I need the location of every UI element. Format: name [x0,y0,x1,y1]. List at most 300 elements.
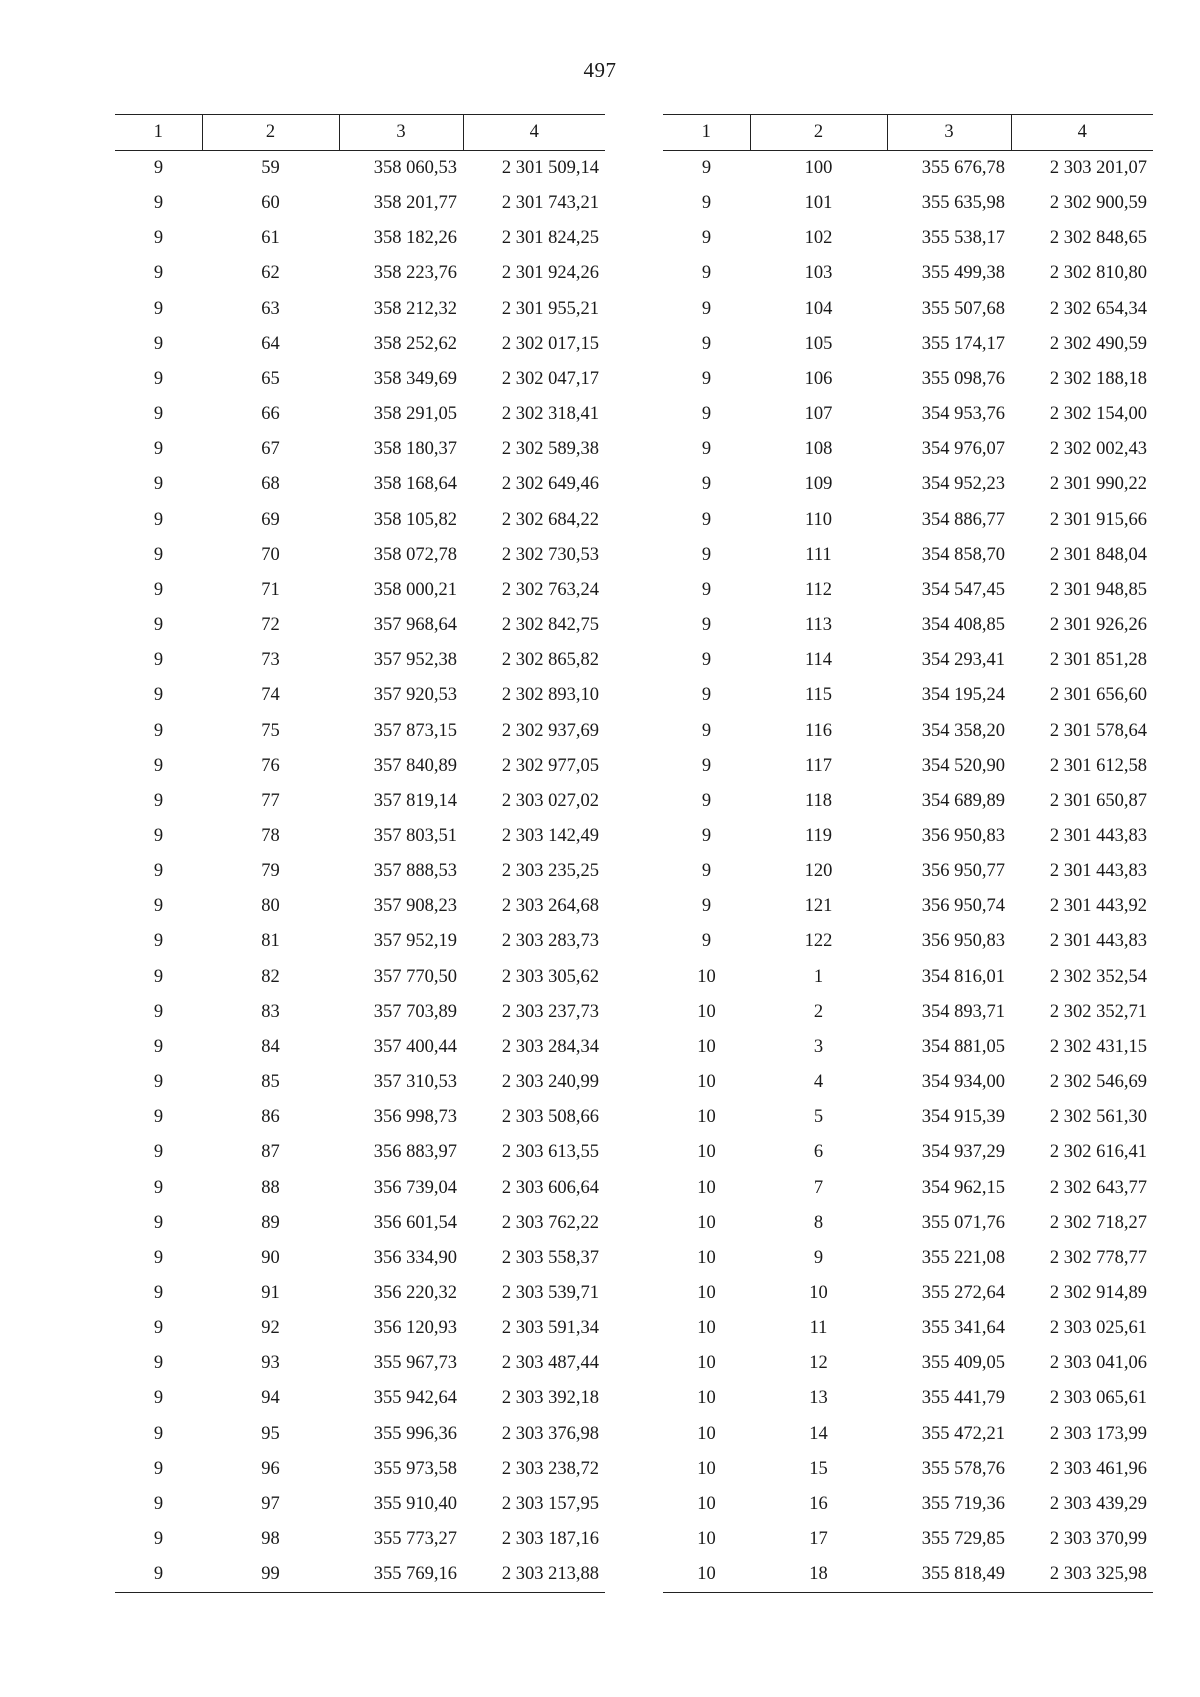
cell-y-coordinate: 2 302 900,59 [1049,193,1147,214]
coordinates-table-left [115,114,605,1593]
column-header-1: 1 [115,115,202,151]
cell-point-number: 100 [804,158,833,178]
coordinates-table-right [663,114,1153,1593]
cell-x-coordinate: 355 538,17 [921,228,1005,249]
cell-point-number: 96 [261,1458,280,1479]
cell-x-coordinate: 357 803,51 [373,825,457,846]
table-row [115,186,605,221]
cell-x-coordinate: 355 272,64 [921,1283,1005,1303]
cell-point-number: 112 [804,579,833,600]
cell-point-number: 64 [261,333,280,354]
cell-point-number: 94 [261,1388,280,1409]
table-row [663,1522,1153,1557]
cell-section: 9 [701,861,712,882]
cell-section: 9 [153,1493,164,1514]
cell-section: 9 [153,615,164,636]
table-row [663,362,1153,397]
cell-point-number: 14 [809,1423,828,1444]
cell-y-coordinate: 2 302 047,17 [501,368,599,389]
cell-point-number: 68 [261,474,280,495]
cell-y-coordinate: 2 302 718,27 [1049,1212,1147,1233]
cell-section: 9 [153,931,164,952]
cell-section: 9 [153,1036,164,1057]
cell-x-coordinate: 356 120,93 [373,1318,457,1339]
cell-point-number: 81 [261,931,280,952]
cell-x-coordinate: 354 689,89 [921,790,1005,811]
cell-x-coordinate: 355 578,76 [921,1458,1005,1479]
cell-y-coordinate: 2 302 352,54 [1049,966,1147,987]
table-row [115,1557,605,1593]
cell-y-coordinate: 2 301 443,92 [1049,896,1147,917]
cell-section: 9 [701,439,712,460]
cell-point-number: 102 [804,228,833,249]
cell-point-number: 12 [809,1353,828,1374]
cell-point-number: 109 [804,474,833,495]
table-row [115,1276,605,1311]
page-number: 497 [583,58,617,82]
table-row [663,538,1153,573]
cell-x-coordinate: 354 547,45 [921,579,1005,600]
cell-section: 9 [153,544,164,565]
cell-x-coordinate: 354 934,00 [921,1072,1005,1093]
cell-x-coordinate: 355 472,21 [921,1423,1005,1444]
table-row [663,1241,1153,1276]
cell-section: 9 [153,579,164,600]
cell-section: 9 [701,193,712,214]
table-row [663,221,1153,256]
cell-point-number: 88 [261,1177,280,1198]
cell-y-coordinate: 2 302 763,24 [501,579,599,600]
table-row [663,854,1153,889]
cell-y-coordinate: 2 303 237,73 [501,1001,599,1022]
cell-y-coordinate: 2 302 490,59 [1049,333,1147,354]
cell-section: 9 [701,615,712,636]
cell-point-number: 89 [261,1212,280,1233]
table-row [115,608,605,643]
cell-y-coordinate: 2 302 684,22 [501,509,599,530]
table-row [115,960,605,995]
table-header [663,115,1153,151]
cell-point-number: 82 [261,966,280,987]
table-body [115,151,605,1593]
cell-x-coordinate: 357 888,53 [373,861,457,882]
cell-point-number: 65 [261,368,280,389]
cell-y-coordinate: 2 302 848,65 [1049,228,1147,249]
cell-y-coordinate: 2 303 508,66 [501,1107,599,1128]
cell-section: 9 [701,755,712,776]
cell-y-coordinate: 2 303 142,49 [501,825,599,846]
cell-section: 9 [153,1107,164,1128]
cell-point-number: 4 [813,1072,824,1093]
cell-y-coordinate: 2 302 318,41 [501,404,599,425]
cell-section: 9 [153,650,164,671]
cell-point-number: 111 [805,544,832,565]
cell-section: 9 [153,474,164,495]
cell-point-number: 11 [809,1318,828,1339]
table-header [115,115,605,151]
cell-x-coordinate: 357 952,38 [373,650,457,671]
column-header-3: 3 [339,115,463,151]
cell-x-coordinate: 356 950,77 [921,861,1005,882]
table-row [115,1381,605,1416]
cell-y-coordinate: 2 303 065,61 [1049,1388,1147,1409]
cell-section: 9 [153,1353,164,1374]
table-row [663,256,1153,291]
cell-section: 9 [153,193,164,214]
cell-y-coordinate: 2 301 578,64 [1049,720,1147,741]
cell-x-coordinate: 358 201,77 [373,193,457,214]
cell-section: 9 [153,896,164,917]
table-row [115,854,605,889]
table-row [115,151,605,187]
cell-section: 9 [153,720,164,741]
cell-section: 9 [701,931,712,952]
cell-x-coordinate: 357 952,19 [373,931,457,952]
cell-x-coordinate: 356 950,83 [921,825,1005,846]
cell-point-number: 93 [261,1353,280,1374]
cell-point-number: 91 [261,1283,280,1303]
cell-x-coordinate: 357 770,50 [373,966,457,987]
cell-point-number: 75 [261,720,280,741]
cell-point-number: 66 [261,404,280,425]
cell-point-number: 110 [804,509,833,530]
cell-y-coordinate: 2 303 762,22 [501,1212,599,1233]
table-row [115,924,605,959]
cell-section: 9 [701,579,712,600]
cell-x-coordinate: 358 223,76 [373,263,457,284]
cell-point-number: 8 [813,1212,824,1233]
cell-x-coordinate: 354 358,20 [921,720,1005,741]
cell-point-number: 83 [261,1001,280,1022]
table-row [663,1030,1153,1065]
cell-y-coordinate: 2 303 283,73 [501,931,599,952]
cell-y-coordinate: 2 301 955,21 [501,298,599,319]
cell-section: 9 [701,263,712,284]
cell-point-number: 73 [261,650,280,671]
cell-x-coordinate: 356 950,74 [921,896,1005,917]
cell-y-coordinate: 2 302 842,75 [501,615,599,636]
cell-point-number: 90 [261,1247,280,1268]
cell-point-number: 104 [804,298,833,319]
cell-section: 9 [701,368,712,389]
table-row [663,1135,1153,1170]
cell-point-number: 5 [813,1107,824,1128]
cell-x-coordinate: 354 293,41 [921,650,1005,671]
cell-point-number: 13 [809,1388,828,1409]
cell-y-coordinate: 2 301 656,60 [1049,685,1147,706]
cell-section: 9 [153,966,164,987]
cell-x-coordinate: 357 873,15 [373,720,457,741]
cell-x-coordinate: 358 000,21 [373,579,457,600]
cell-point-number: 108 [804,439,833,460]
cell-section: 9 [153,228,164,249]
cell-point-number: 71 [261,579,280,600]
cell-x-coordinate: 358 349,69 [373,368,457,389]
cell-y-coordinate: 2 302 561,30 [1049,1107,1147,1128]
cell-section: 9 [153,404,164,425]
cell-section: 9 [701,228,712,249]
cell-y-coordinate: 2 303 606,64 [501,1177,599,1198]
cell-y-coordinate: 2 301 612,58 [1049,755,1147,776]
cell-x-coordinate: 356 998,73 [373,1107,457,1128]
table-row [115,1452,605,1487]
cell-y-coordinate: 2 303 487,44 [501,1353,599,1374]
cell-point-number: 1 [813,966,824,987]
cell-section: 9 [153,1247,164,1268]
cell-point-number: 95 [261,1423,280,1444]
cell-x-coordinate: 355 098,76 [921,368,1005,389]
cell-section: 9 [701,544,712,565]
cell-x-coordinate: 357 968,64 [373,615,457,636]
cell-x-coordinate: 355 769,16 [339,1557,463,1593]
cell-y-coordinate: 2 303 157,95 [501,1493,599,1514]
cell-y-coordinate: 2 303 461,96 [1049,1458,1147,1479]
cell-section: 10 [697,1142,716,1163]
cell-section: 9 [701,158,712,178]
table-row [663,924,1153,959]
cell-x-coordinate: 354 408,85 [921,615,1005,636]
cell-x-coordinate: 357 819,14 [373,790,457,811]
cell-y-coordinate: 2 303 539,71 [501,1283,599,1303]
table-row [663,467,1153,502]
cell-section: 10 [697,1247,716,1268]
cell-y-coordinate: 2 302 431,15 [1049,1036,1147,1057]
cell-x-coordinate: 354 962,15 [921,1177,1005,1198]
cell-y-coordinate: 2 302 730,53 [501,544,599,565]
cell-y-coordinate: 2 303 173,99 [1049,1423,1147,1444]
cell-point-number: 119 [804,825,833,846]
cell-section: 9 [153,158,164,178]
column-header-4: 4 [1011,115,1153,151]
cell-x-coordinate: 358 105,82 [373,509,457,530]
cell-section: 10 [697,1036,716,1057]
cell-point-number: 62 [261,263,280,284]
cell-section: 9 [701,790,712,811]
cell-section: 9 [701,404,712,425]
cell-y-coordinate: 2 301 848,04 [1049,544,1147,565]
cell-section: 9 [153,861,164,882]
cell-section: 9 [153,298,164,319]
table-row [115,1065,605,1100]
cell-y-coordinate: 2 303 041,06 [1049,1353,1147,1374]
cell-section: 9 [153,1212,164,1233]
cell-point-number: 72 [261,615,280,636]
cell-point-number: 99 [202,1557,339,1593]
cell-section: 9 [153,1423,164,1444]
cell-point-number: 80 [261,896,280,917]
cell-section: 9 [701,298,712,319]
cell-section: 10 [697,1423,716,1444]
cell-y-coordinate: 2 301 926,26 [1049,615,1147,636]
cell-section: 10 [697,966,716,987]
cell-section: 9 [153,825,164,846]
cell-y-coordinate: 2 301 443,83 [1049,931,1147,952]
table-row [663,995,1153,1030]
table-row [115,538,605,573]
cell-point-number: 98 [261,1529,280,1550]
cell-y-coordinate: 2 302 977,05 [501,755,599,776]
table-row [663,889,1153,924]
cell-x-coordinate: 358 291,05 [373,404,457,425]
cell-y-coordinate: 2 303 613,55 [501,1142,599,1163]
cell-y-coordinate: 2 303 201,07 [1049,158,1147,178]
cell-point-number: 7 [813,1177,824,1198]
cell-point-number: 10 [809,1283,828,1303]
cell-point-number: 84 [261,1036,280,1057]
cell-section: 9 [153,1001,164,1022]
cell-y-coordinate: 2 301 743,21 [501,193,599,214]
cell-x-coordinate: 355 910,40 [373,1493,457,1514]
cell-y-coordinate: 2 303 370,99 [1049,1529,1147,1550]
column-header-2: 2 [750,115,887,151]
cell-y-coordinate: 2 302 937,69 [501,720,599,741]
cell-y-coordinate: 2 302 643,77 [1049,1177,1147,1198]
cell-x-coordinate: 355 341,64 [921,1318,1005,1339]
cell-y-coordinate: 2 302 893,10 [501,685,599,706]
cell-section: 9 [153,509,164,530]
cell-section: 10 [697,1107,716,1128]
table-row [663,1417,1153,1452]
cell-y-coordinate: 2 301 915,66 [1049,509,1147,530]
cell-point-number: 70 [261,544,280,565]
cell-x-coordinate: 354 937,29 [921,1142,1005,1163]
cell-section: 9 [701,825,712,846]
table-row [115,1311,605,1346]
table-row [663,1206,1153,1241]
cell-point-number: 17 [809,1529,828,1550]
cell-x-coordinate: 356 220,32 [373,1283,457,1303]
cell-point-number: 116 [804,720,833,741]
cell-y-coordinate: 2 301 650,87 [1049,790,1147,811]
cell-y-coordinate: 2 302 778,77 [1049,1247,1147,1268]
cell-point-number: 9 [813,1247,824,1268]
table-row [115,1417,605,1452]
cell-x-coordinate: 355 729,85 [921,1529,1005,1550]
cell-x-coordinate: 354 195,24 [921,685,1005,706]
cell-y-coordinate: 2 301 948,85 [1049,579,1147,600]
cell-x-coordinate: 354 953,76 [921,404,1005,425]
table-row [115,362,605,397]
table-body [663,151,1153,1593]
cell-point-number: 78 [261,825,280,846]
cell-section: 10 [697,1177,716,1198]
cell-x-coordinate: 358 180,37 [373,439,457,460]
cell-point-number: 97 [261,1493,280,1514]
cell-point-number: 86 [261,1107,280,1128]
cell-x-coordinate: 358 072,78 [373,544,457,565]
cell-x-coordinate: 354 886,77 [921,509,1005,530]
cell-y-coordinate: 2 301 443,83 [1049,825,1147,846]
table-row [663,432,1153,467]
cell-section: 9 [153,1529,164,1550]
cell-section: 10 [697,1072,716,1093]
cell-section: 9 [701,685,712,706]
cell-x-coordinate: 355 635,98 [921,193,1005,214]
cell-x-coordinate: 357 840,89 [373,755,457,776]
table-row [663,608,1153,643]
table-row [115,467,605,502]
cell-section: 9 [153,790,164,811]
cell-y-coordinate: 2 302 017,15 [501,333,599,354]
table-row [663,819,1153,854]
cell-x-coordinate: 357 920,53 [373,685,457,706]
cell-section: 10 [697,1388,716,1409]
column-header-2: 2 [202,115,339,151]
cell-point-number: 69 [261,509,280,530]
cell-section: 10 [697,1212,716,1233]
cell-point-number: 113 [804,615,833,636]
table-row [663,678,1153,713]
table-row [663,186,1153,221]
table-row [115,678,605,713]
cell-x-coordinate: 354 976,07 [921,439,1005,460]
cell-section: 9 [153,1142,164,1163]
table-row [663,1100,1153,1135]
cell-point-number: 92 [261,1318,280,1339]
cell-y-coordinate: 2 301 924,26 [501,263,599,284]
table-row [663,1065,1153,1100]
table-row [115,643,605,678]
cell-y-coordinate: 2 303 325,98 [1011,1557,1153,1593]
cell-section: 9 [701,474,712,495]
cell-x-coordinate: 357 310,53 [373,1072,457,1093]
cell-point-number: 117 [804,755,833,776]
table-row [115,819,605,854]
cell-x-coordinate: 356 601,54 [373,1212,457,1233]
cell-y-coordinate: 2 303 213,88 [463,1557,605,1593]
cell-point-number: 3 [813,1036,824,1057]
cell-point-number: 2 [813,1001,824,1022]
cell-x-coordinate: 356 883,97 [373,1142,457,1163]
cell-y-coordinate: 2 302 188,18 [1049,368,1147,389]
table-row [115,1206,605,1241]
table-row [115,1241,605,1276]
table-row [115,784,605,819]
cell-y-coordinate: 2 302 865,82 [501,650,599,671]
cell-point-number: 114 [804,650,833,671]
cell-y-coordinate: 2 303 235,25 [501,861,599,882]
cell-point-number: 63 [261,298,280,319]
cell-x-coordinate: 358 168,64 [373,474,457,495]
cell-y-coordinate: 2 303 264,68 [501,896,599,917]
cell-point-number: 122 [804,931,833,952]
cell-point-number: 115 [804,685,833,706]
table-row [663,714,1153,749]
cell-point-number: 105 [804,333,833,354]
cell-section: 9 [153,1388,164,1409]
cell-y-coordinate: 2 303 238,72 [501,1458,599,1479]
cell-x-coordinate: 355 221,08 [921,1247,1005,1268]
cell-x-coordinate: 354 952,23 [921,474,1005,495]
table-row [663,1171,1153,1206]
cell-y-coordinate: 2 303 027,02 [501,790,599,811]
cell-x-coordinate: 355 942,64 [373,1388,457,1409]
cell-y-coordinate: 2 303 376,98 [501,1423,599,1444]
cell-x-coordinate: 357 703,89 [373,1001,457,1022]
table-row [115,1135,605,1170]
cell-x-coordinate: 355 973,58 [373,1458,457,1479]
cell-point-number: 6 [813,1142,824,1163]
cell-point-number: 15 [809,1458,828,1479]
table-row [663,784,1153,819]
cell-point-number: 61 [261,228,280,249]
cell-x-coordinate: 356 950,83 [921,931,1005,952]
cell-section: 10 [697,1001,716,1022]
cell-section: 10 [697,1318,716,1339]
cell-x-coordinate: 355 967,73 [373,1353,457,1374]
table-row [115,221,605,256]
cell-y-coordinate: 2 303 558,37 [501,1247,599,1268]
